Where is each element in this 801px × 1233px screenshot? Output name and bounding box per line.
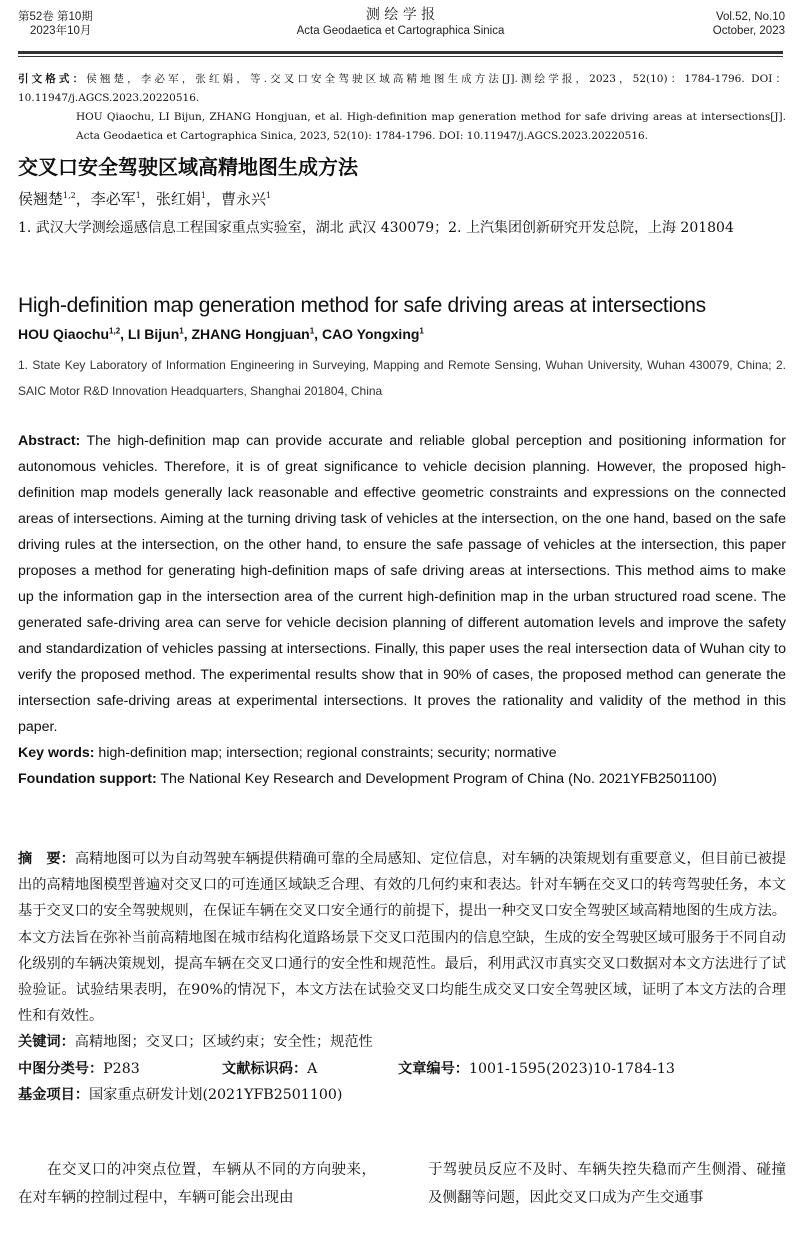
- date-en: October, 2023: [712, 25, 785, 37]
- header-rule: [18, 51, 783, 54]
- header-rule-thin: [18, 56, 783, 57]
- author-sup: 1: [135, 191, 141, 200]
- author: CAO Yongxing: [321, 326, 420, 342]
- clc-label: 中图分类号：: [18, 1060, 104, 1077]
- author-sup: 1,2: [109, 326, 121, 336]
- author-sup: 1: [266, 191, 272, 200]
- clc-value: P283: [103, 1060, 140, 1077]
- author: 曹永兴: [221, 190, 267, 208]
- keywords-cn: 高精地图；交叉口；区域约束；安全性；规范性: [74, 1034, 373, 1051]
- abstract-label: Abstract:: [18, 433, 81, 449]
- fund-label: 基金项目：: [18, 1086, 89, 1103]
- affiliation-cn: 1. 武汉大学测绘遥感信息工程国家重点实验室，湖北 武汉 430079；2. 上汽集团创新研究开发总院，上海 201804: [18, 220, 734, 236]
- title-en: High-definition map generation method for safe driving areas at intersections: [18, 294, 706, 317]
- author-sup: 1,2: [63, 191, 76, 200]
- keywords-label: Key words:: [18, 745, 95, 761]
- fund-value: 国家重点研发计划(2021YFB2501100): [88, 1086, 343, 1103]
- author-sup: 1: [200, 191, 206, 200]
- foundation-label: Foundation support:: [18, 771, 157, 787]
- authors-en: HOU Qiaochu$^{1,2}$, LI Bijun$^1$, ZHANG Hongjuan$^1$, CAO Yongxing$^1$: [18, 326, 424, 342]
- citation-cn: 侯翘楚，李必军，张红娟，等.交叉口安全驾驶区域高精地图生成方法[J].测绘学报，2023，52(10)：1784-1796. DOI：10.11947/j.AGCS.2023.20220516.: [18, 73, 787, 104]
- author: 侯翘楚: [18, 190, 64, 208]
- date-cn: 2023年10月: [30, 25, 92, 37]
- abstract-cn-text: 高精地图可以为自动驾驶车辆提供精确可靠的全局感知、定位信息，对车辆的决策规划有重要意义，但目前已被提出的高精地图模型普遍对交叉口的可连通区域缺乏合理、有效的几何约束和表达。针对车辆在交叉口的转弯驾驶任务，本文基于交叉口的安全驾驶规则，在保证车辆在交叉口安全通行的前提下，提出一种交叉口安全驾驶区域高精地图的生成方法。本文方法旨在弥补当前高精地图在城市结构化道路场景下交叉口范围内的信息空缺，生成的安全驾驶区域可服务于不同自动化级别的车辆决策规划，提高车辆在交叉口通行的安全性和规范性。最后，利用武汉市真实交叉口数据对本文方法进行了试验验证。试验结果表明，在90%的情况下，本文方法在试验交叉口均能生成交叉口安全驾驶区域，证明了本文方法的合理性和有效性。: [18, 851, 786, 1025]
- affiliation-en: 1. State Key Laboratory of Information Engineering in Surveying, Mapping and Remote Sensing, Wuhan University, Wuhan 430079, China; 2. SAIC Motor R&D Innovation Headquarters, Shanghai 201804, China: [18, 358, 786, 398]
- volume-en: Vol.52, No.10: [715, 11, 785, 23]
- authors-cn: 侯翘楚$^{1,2}$，李必军$^1$，张红娟$^1$，曹永兴$^1$: [18, 190, 272, 208]
- abstract-text: The high-definition map can provide accurate and reliable global perception and positioning information for autonomous vehicles. Therefore, it is of great significance to vehicle decision planning. However, the proposed high-definition map models generally lack reasonable and effective geometric constraints and expressions on the connected areas of intersections. Aiming at the turning driving task of vehicles at the intersection, on the one hand, based on the safe driving rules at the intersection, on the other hand, to ensure the safe passage of vehicles at the intersection, this paper proposes a method for generating high-definition maps of safe driving areas at intersections. This method aims to make up the information gap in the intersection area of the current high-definition map in the urban structured road scene. The generated safe-driving area can serve for vehicle decision planning of different automation levels and improve the safety and standardization of vehicles passing at intersections. Finally, this paper uses the real intersection data of Wuhan city to verify the proposed method. The experimental results show that in 90% of cases, the proposed method can generate the intersection safe-driving areas at experimental intersections. It proves the rationality and validity of the method in this paper.: [18, 433, 786, 735]
- author: 张红娟: [155, 190, 201, 208]
- article-no-label: 文章编号：: [398, 1060, 469, 1077]
- title-cn: 交叉口安全驾驶区域高精地图生成方法: [18, 155, 358, 179]
- volume-issue: 第52卷 第10期: [18, 11, 93, 23]
- abstract-cn: [18, 846, 786, 1108]
- journal-name-cn: 测 绘 学 报: [365, 7, 436, 23]
- body-column-1: 在交叉口的冲突点位置，车辆从不同的方向驶来，在对车辆的控制过程中，车辆可能会出现由: [18, 1162, 376, 1206]
- keywords-cn-label: 关键词：: [18, 1034, 75, 1051]
- journal-name-en: Acta Geodaetica et Cartographica Sinica: [296, 25, 505, 37]
- citation: [18, 70, 786, 146]
- author-sup: 1: [309, 326, 315, 336]
- author: HOU Qiaochu: [18, 326, 110, 342]
- author-sup: 1: [419, 326, 424, 336]
- foundation: The National Key Research and Development Program of China (No. 2021YFB2501100): [156, 771, 717, 787]
- citation-en: HOU Qiaochu, LI Bijun, ZHANG Hongjuan, et al. High-definition map generation method for safe driving areas at intersections[J]. Acta Geodaetica et Cartographica Sinica, 2023, 52(10): 1784-1796. DOI: 10.11947/j.AGCS.2023.20220516.: [76, 111, 786, 142]
- author: ZHANG Hongjuan: [191, 326, 310, 342]
- keywords: high-definition map; intersection; regional constraints; security; normative: [94, 745, 557, 761]
- doc-code-label: 文献标识码：: [222, 1060, 308, 1077]
- doc-code-value: A: [307, 1060, 318, 1077]
- author: LI Bijun: [127, 326, 180, 342]
- body-column-2: 于驾驶员反应不及时、车辆失控失稳而产生侧滑、碰撞及侧翻等问题，因此交叉口成为产生交通事: [428, 1162, 786, 1206]
- article-no-value: 1001-1595(2023)10-1784-13: [468, 1060, 675, 1077]
- abstract-cn-label: 摘 要：: [18, 851, 75, 867]
- abstract-en: [18, 428, 786, 792]
- author: 李必军: [90, 190, 136, 208]
- author-sup: 1: [179, 326, 184, 336]
- citation-label: 引文格式：: [18, 73, 87, 85]
